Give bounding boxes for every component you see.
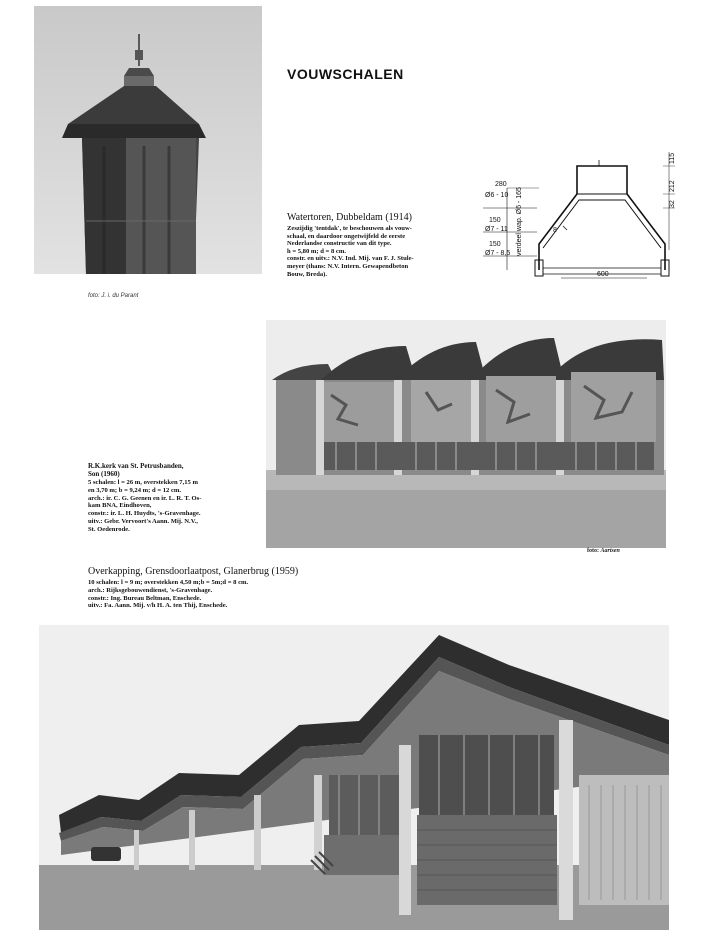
- caption-line: arch.: ir. C. G. Geenen en ir. L. R. T. Os-: [88, 494, 202, 502]
- caption-line: 5 schalen: l = 26 m, overstekken 7,15 m: [88, 479, 198, 486]
- caption-line: Bouw, Breda).: [287, 270, 327, 278]
- church-photo: [266, 320, 666, 548]
- water-tower-caption-body: [287, 225, 467, 278]
- dim-label: verdeel wap. Ø6 - 165: [516, 187, 523, 256]
- border-post-illustration: [39, 625, 669, 930]
- dim-label: 32: [669, 200, 676, 208]
- dim-label: 600: [597, 271, 609, 278]
- page-title: VOUWSCHALEN: [287, 66, 404, 82]
- caption-line: schaal, en daardoor ongetwijfeld de eerste: [287, 232, 406, 240]
- dim-label: 212: [669, 180, 676, 192]
- water-tower-photo: [34, 6, 262, 274]
- caption-line: constr.: Ing. Bureau Beltman, Enschede.: [88, 594, 202, 602]
- water-tower-section-drawing: [477, 152, 675, 282]
- border-post-photo: [39, 625, 669, 930]
- caption-line: constr. en uitv.: N.V. Ind. Mij. van F. J. Stule-: [287, 255, 414, 263]
- caption-line: h = 5,80 m; d = 8 cm.: [287, 247, 346, 255]
- border-post-caption: [88, 566, 388, 610]
- dim-label: 150: [489, 241, 501, 248]
- caption-line: 10 schalen: l = 9 m; overstekken 4,50 m;b = 5m;d = 8 cm.: [88, 579, 249, 586]
- water-tower-photo-credit: foto: J. i. du Parant: [88, 293, 139, 299]
- caption-line: uitv.: Fa. Aann. Mij. v/h H. A. ten Thij, Enschede.: [88, 602, 228, 610]
- dim-label: 8: [553, 227, 557, 234]
- church-photo-credit: [587, 548, 620, 554]
- caption-line: kam BNA, Eindhoven,: [88, 502, 152, 510]
- caption-line: arch.: Rijksgebouwendienst, 's-Gravenhage.: [88, 586, 213, 594]
- caption-line: meyer (thans: N.V. Intern. Gewapendbeton: [287, 262, 409, 270]
- church-caption-heading: [88, 462, 264, 478]
- caption-line: uitv.: Gebr. Vervoort's Aann. Mij. N.V.,: [88, 517, 198, 525]
- dim-label: Ø7 - 11: [485, 226, 508, 233]
- border-post-caption-heading: Overkapping, Grensdoorlaatpost, Glanerbrug (1959): [88, 566, 299, 577]
- caption-heading-line: R.K.kerk van St. Petrusbanden,: [88, 462, 184, 470]
- water-tower-caption: [287, 212, 467, 278]
- credit-prefix: foto:: [587, 548, 599, 554]
- dim-label: 115: [669, 152, 676, 164]
- church-illustration: [266, 320, 666, 548]
- dim-label: Ø6 - 10: [485, 192, 509, 199]
- caption-line: en 3,70 m; b = 9,24 m; d = 12 cm.: [88, 486, 182, 494]
- caption-line: St. Oedenrode.: [88, 525, 130, 533]
- caption-heading-line: Son (1960): [88, 470, 120, 478]
- caption-line: Nederlandse constructie van dit type.: [287, 240, 392, 248]
- church-caption-body: [88, 479, 264, 534]
- water-tower-illustration: [34, 6, 262, 274]
- water-tower-caption-heading: Watertoren, Dubbeldam (1914): [287, 212, 412, 223]
- dim-label: Ø7 - 8,5: [485, 250, 511, 257]
- credit-name: Aartsen: [600, 548, 620, 554]
- caption-line: constr.: ir. L. H. Huydts, 's-Gravenhage.: [88, 510, 201, 518]
- border-post-caption-body: [88, 579, 388, 610]
- caption-line: Zeszijdig 'tentdak', te beschouwen als vouw-: [287, 225, 412, 232]
- dim-label: 280: [495, 181, 507, 188]
- dim-label: 150: [489, 217, 501, 224]
- church-caption: [88, 462, 264, 534]
